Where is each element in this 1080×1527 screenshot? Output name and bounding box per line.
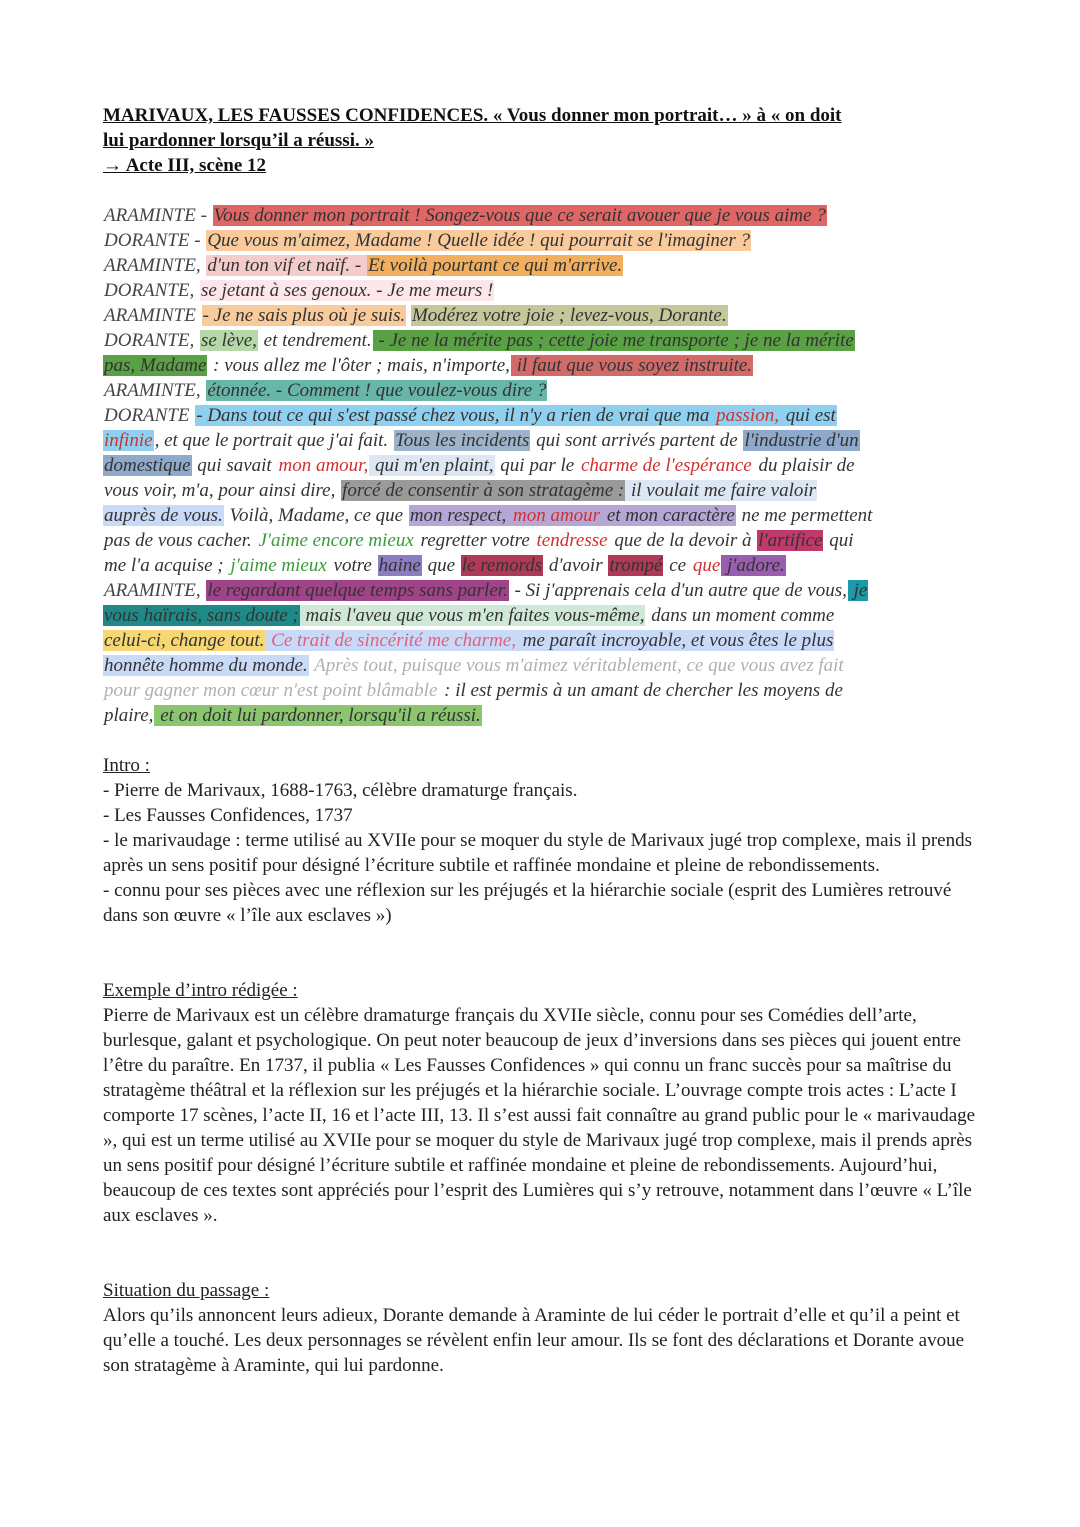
plain-text: du plaisir de (753, 455, 855, 476)
excerpt-line (103, 553, 983, 578)
highlight: le regardant quelque temps sans parler. (207, 580, 508, 601)
highlight: l'industrie d'un (744, 430, 859, 451)
plain-text: d'avoir (544, 555, 608, 576)
speaker-name: ARAMINTE, (104, 580, 206, 601)
excerpt-line (103, 503, 983, 528)
highlight: Après tout, puisque vous m'aimez véritablement, ce que vous avez fait (309, 655, 844, 676)
highlight: Vous donner mon portrait ! Songez-vous que ce serait avouer que je vous aime ? (213, 205, 826, 226)
intro-heading: Intro : (103, 755, 150, 776)
plain-text: , et que le portrait que j'ai fait. (154, 430, 393, 451)
highlight: honnête homme du monde. (104, 655, 308, 676)
highlight: j'adore. (722, 555, 785, 576)
plain-text: vous voir, m'a, pour ainsi dire, (104, 480, 341, 501)
highlight: me paraît incroyable, et vous êtes le plus (517, 630, 834, 651)
excerpt-line (103, 453, 983, 478)
excerpt-line (103, 578, 983, 603)
highlight: - Dans tout ce qui s'est passé chez vous, il n'y a rien de vrai que ma (196, 405, 715, 426)
situation-section (103, 1278, 983, 1378)
speaker-name: ARAMINTE, (104, 380, 206, 401)
excerpt-line (103, 203, 983, 228)
example-text: Pierre de Marivaux est un célèbre dramaturge français du XVIIe siècle, connu pour ses Comédies dell’arte, burlesque, galant et psychologique. On peut noter beaucoup de jeux d’inversions dans ses pièces qui jouent entre l’être du paraître. En 1737, il publia « Les Fausses Confidences » qui connu un franc succès pour sa maîtrise du stratagème théâtral et la réflexion sur les préjugés et la hiérarchie sociale. L’ouvrage compte trois actes : L’acte I comporte 17 scènes, l’acte II, 16 et l’acte III, 13. Il s’est aussi fait connaître au grand public pour le « marivaudage », qui est un terme utilisé au XVIIe pour se moquer du style de Marivaux jugé trop complexe, mais il prends après un sens positif pour désigné l’écriture subtile et raffinée mondaine et pleine de rebondissements. Aujourd’hui, beaucoup de ces textes sont appréciés pour l’esprit des Lumières qui s’y retrouve, notamment dans l’œuvre « L’île aux esclaves ». (103, 1005, 976, 1226)
highlight: vous haïrais, sans doute ; (104, 605, 299, 626)
highlight: se jetant à ses genoux. - Je me meurs ! (201, 280, 494, 301)
excerpt-line (103, 353, 983, 378)
highlight: auprès de vous. (104, 505, 223, 526)
highlight: tendresse (536, 530, 608, 551)
plain-text: ce (664, 555, 691, 576)
excerpt-line (103, 428, 983, 453)
excerpt-line (103, 228, 983, 253)
highlight: mon respect, (409, 505, 507, 526)
highlight: - Je ne la mérite pas ; cette joie me transporte ; je ne la mérite (373, 330, 854, 351)
excerpt-line (103, 278, 983, 303)
speaker-name: DORANTE, (104, 280, 199, 301)
highlight: mon amour (508, 505, 601, 526)
plain-text: - Si j'apprenais cela d'un autre que de vous, (509, 580, 847, 601)
highlight: qui est (780, 405, 836, 426)
title-line-3: → Acte III, scène 12 (103, 155, 267, 176)
plain-text: : vous allez me l'ôter ; mais, n'importe, (208, 355, 510, 376)
plain-text: que (422, 555, 460, 576)
excerpt-line (103, 253, 983, 278)
plain-text: que de la devoir à (609, 530, 757, 551)
plain-text: Voilà, Madame, ce que (224, 505, 408, 526)
highlight: pas, Madame (104, 355, 207, 376)
highlight: je (848, 580, 868, 601)
example-heading: Exemple d’intro rédigée : (103, 980, 298, 1001)
plain-text: plaire, (104, 705, 154, 726)
highlight: pour gagner mon cœur n'est point blâmable (104, 680, 438, 701)
excerpt-line (103, 303, 983, 328)
plain-text: : il est permis à un amant de chercher les moyens de (439, 680, 843, 701)
plain-text: qui (824, 530, 854, 551)
speaker-name: ARAMINTE - (104, 205, 212, 226)
plain-text: pas de vous cacher. (104, 530, 257, 551)
highlight: et mon caractère (602, 505, 735, 526)
highlight: d'un ton vif et naïf. - (207, 255, 367, 276)
highlight: qui m'en plaint, (370, 455, 494, 476)
intro-item: - connu pour ses pièces avec une réflexion sur les préjugés et la hiérarchie sociale (esprit des Lumières retrouvé dans son œuvre « l’île aux esclaves ») (103, 880, 952, 926)
excerpt-line (103, 628, 983, 653)
highlight: Que vous m'aimez, Madame ! Quelle idée ! qui pourrait se l'imaginer ? (207, 230, 750, 251)
highlight: Et voilà pourtant ce qui m'arrive. (368, 255, 623, 276)
highlight: haine (378, 555, 421, 576)
intro-item: - le marivaudage : terme utilisé au XVIIe pour se moquer du style de Marivaux jugé trop complexe, mais il prends après un sens positif pour désigné l’écriture subtile et raffinée mondaine et pleine de rebondissements. (103, 830, 972, 876)
excerpt-line (103, 403, 983, 428)
speaker-name: DORANTE - (104, 230, 206, 251)
highlight: l'artifice (758, 530, 823, 551)
plain-text: qui par le (495, 455, 579, 476)
excerpt-line (103, 528, 983, 553)
excerpt-line (103, 653, 983, 678)
highlight: j'aime mieux (230, 555, 327, 576)
highlight: passion, (716, 405, 779, 426)
highlight: J'aime encore mieux (258, 530, 414, 551)
plain-text: regretter votre (415, 530, 535, 551)
excerpt-line (103, 378, 983, 403)
highlight: mon amour, (278, 455, 369, 476)
highlight: étonnée. - Comment ! que voulez-vous dire ? (207, 380, 547, 401)
plain-text: me l'a acquise ; (104, 555, 229, 576)
plain-text: ne me permettent (736, 505, 873, 526)
play-excerpt (103, 203, 983, 728)
highlight: Modérez votre joie ; levez-vous, Dorante. (411, 305, 727, 326)
highlight: celui-ci, change tout. (104, 630, 265, 651)
intro-item: - Les Fausses Confidences, 1737 (103, 805, 353, 826)
highlight: et on doit lui pardonner, lorsqu'il a réussi. (155, 705, 481, 726)
highlight: mais l'aveu que vous m'en faites vous-même, (300, 605, 645, 626)
excerpt-line (103, 678, 983, 703)
excerpt-line (103, 328, 983, 353)
document-title (103, 103, 983, 178)
highlight: Tous les incidents (394, 430, 530, 451)
speaker-name: ARAMINTE (104, 305, 201, 326)
plain-text: qui savait (192, 455, 277, 476)
highlight: il voulait me faire valoir (626, 480, 817, 501)
highlight: il faut que vous soyez instruite. (511, 355, 753, 376)
plain-text: votre (328, 555, 377, 576)
situation-text: Alors qu’ils annoncent leurs adieux, Dorante demande à Araminte de lui céder le portrait d’elle et qu’il a peint et qu’elle a touché. Les deux personnages se révèlent enfin leur amour. Ils se font des déclarations et Dorante avoue son stratagème à Araminte, qui lui pardonne. (103, 1305, 965, 1376)
excerpt-line (103, 603, 983, 628)
excerpt-line (103, 478, 983, 503)
highlight: que (692, 555, 721, 576)
intro-item: - Pierre de Marivaux, 1688-1763, célèbre dramaturge français. (103, 780, 578, 801)
speaker-name: ARAMINTE, (104, 255, 206, 276)
highlight: le remords (461, 555, 543, 576)
highlight: - Je ne sais plus où je suis. (202, 305, 406, 326)
title-line-1: MARIVAUX, LES FAUSSES CONFIDENCES. « Vous donner mon portrait… » à « on doit (103, 105, 842, 126)
excerpt-line (103, 703, 983, 728)
highlight: infinie (104, 430, 153, 451)
highlight: domestique (104, 455, 191, 476)
highlight: Ce trait de sincérité me charme, (266, 630, 516, 651)
highlight: charme de l'espérance (580, 455, 752, 476)
speaker-name: DORANTE, (104, 330, 199, 351)
intro-section (103, 753, 983, 928)
plain-text: qui sont arrivés partent de (531, 430, 743, 451)
highlight: forcé de consentir à son stratagème : (342, 480, 625, 501)
example-section (103, 978, 983, 1228)
plain-text: dans un moment comme (646, 605, 835, 626)
title-line-2: lui pardonner lorsqu’il a réussi. » (103, 130, 374, 151)
situation-heading: Situation du passage : (103, 1280, 270, 1301)
highlight: se lève, (201, 330, 257, 351)
speaker-name: DORANTE (104, 405, 195, 426)
plain-text: et tendrement. (258, 330, 372, 351)
highlight: trompé (609, 555, 663, 576)
